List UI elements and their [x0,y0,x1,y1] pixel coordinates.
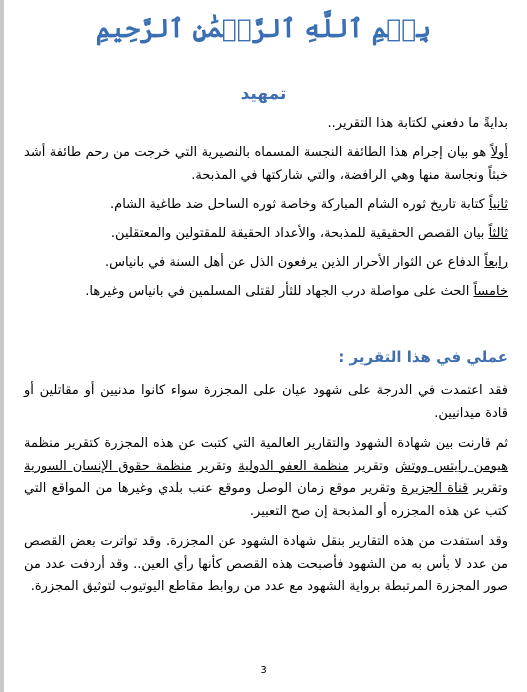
reason-label: خامساً [473,284,508,299]
source-aljazeera: قناة الجزيرة [401,481,469,496]
text-run: وتقرير [348,458,396,474]
reason-text: الحث على مواصلة درب الجهاد للثأر لقتلى المسلمين في بانياس وغيرها. [85,284,474,299]
intro-section [24,112,508,309]
source-hrw: هيومن رايتس ووتش [395,458,509,474]
text-run: وتقرير [468,481,508,496]
page-number: 3 [260,665,267,676]
method-paragraph-2 [24,433,508,523]
reason-3 [24,222,508,245]
source-amnesty: منظمة العفو الدولية [238,458,349,474]
method-section [24,380,508,607]
reason-text: الدفاع عن الثوار الأحرار الذين يرفعون الذل عن أهل السنة في بانياس. [105,255,485,270]
reason-text: هو بيان إجرام هذا الطائفة النجسة المسماه بالنصيرية التي خرجت من رحم طائفة أشد خبثاً ونجاسة منها وهي الرافضة، والتي شاركتها في المذبحة. [24,145,508,183]
text-run: وتقرير موقع زمان الوصل وموقع عنب بلدي وغيرها من المواقع التي كتب عن هذه المجزره أو المذبحة إن صح التعبير. [24,481,508,519]
method-paragraph-3: وقد استفدت من هذه التقارير بنقل شهادة الشهود عن المجزرة. وقد تواترت بعض القصص من عدد لا بأس به من الشهود فأصبحت هذه القصص كأنها رأي العين.. وقد أردفت عدد من صور المجزرة المرتبطة برواية الشهود مع عدد من روابط مقاطع اليوتيوب لتوثيق المجزرة. [24,534,508,594]
reason-label: رابعاً [484,255,508,270]
reason-1 [24,141,508,187]
reason-label: أولاً [490,145,508,160]
text-run: ثم قارنت بين شهادة الشهود والتقارير العالمية التي كتبت عن هذه المجزرة كتقرير منظمة [24,436,508,451]
intro-title: تمهيد [240,84,287,104]
reason-label: ثانياً [488,197,508,212]
method-paragraph-1: فقد اعتمدت في الدرجة على شهود عيان على المجزرة سواء كانوا مدنيين أو مقاتلين أو قادة ميدانيين. [24,383,508,421]
method-title: عملي في هذا التقرير : [338,348,508,366]
reason-text: بيان القصص الحقيقية للمذبحة، والأعداد الحقيقة للمقتولين والمعتقلين. [110,226,489,241]
reason-4 [24,251,508,274]
basmala-heading: بِسۡمِ ٱللَّهِ ٱلرَّحۡمَٰنِ ٱلرَّحِيمِ [95,14,432,43]
source-shrw: منظمة حقوق الإنسان السورية [24,458,192,474]
reason-2 [24,193,508,216]
reason-5 [24,280,508,303]
reason-label: ثالثاً [488,226,508,241]
intro-lead: بدايةً ما دفعني لكتابة هذا التقرير.. [327,116,508,131]
text-run: وتقرير [191,458,239,474]
reason-text: كتابة تاريخ ثوره الشام المباركة وخاصة ثوره الساحل ضد طاغية الشام. [110,197,489,212]
